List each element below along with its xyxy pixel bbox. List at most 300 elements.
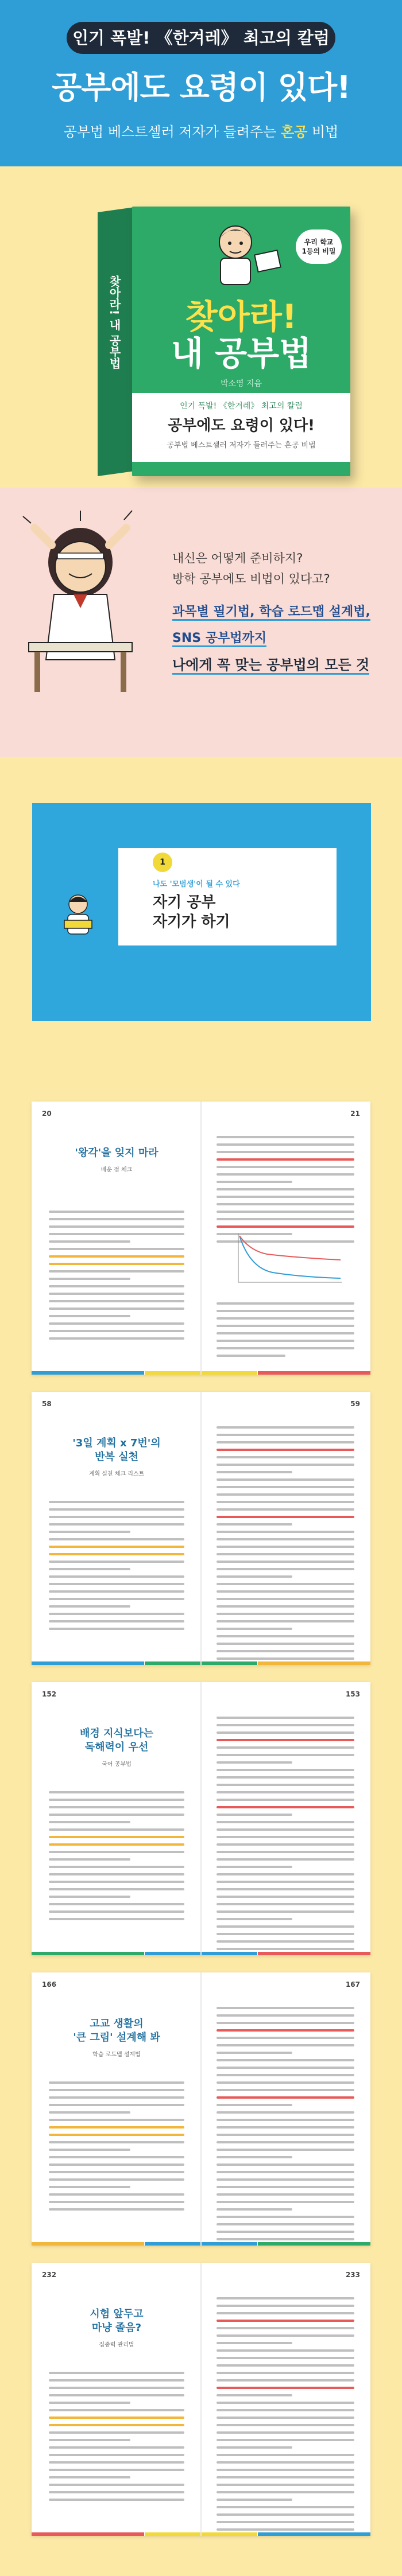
text-line: [49, 2499, 184, 2501]
text-line: [217, 1628, 292, 1630]
text-line: [49, 1211, 184, 1213]
book-title-line2: 내 공부법: [171, 334, 312, 373]
color-bar-segment: [32, 2242, 144, 2246]
text-line: [217, 2342, 292, 2344]
text-line: [49, 1546, 184, 1548]
spread-color-bar: [32, 1371, 370, 1375]
text-line: [49, 1851, 184, 1853]
spread-heading-line2: 반복 실천: [95, 1451, 138, 1463]
spread-color-bar: [32, 2532, 370, 2536]
text-line: [217, 1761, 292, 1764]
text-line: [217, 1806, 354, 1808]
text-line: [49, 1516, 184, 1518]
text-line: [217, 1613, 354, 1615]
text-line: [217, 1896, 354, 1898]
text-line: [49, 1233, 184, 1235]
text-line: [217, 1933, 354, 1935]
bubble-line2: 1등의 비밀: [302, 247, 336, 255]
right-page-number: 59: [350, 1400, 360, 1408]
text-line: [217, 1546, 354, 1548]
spread-heading-line2: '큰 그림' 설계해 봐: [73, 2032, 160, 2044]
text-line: [49, 1814, 184, 1816]
text-line: [217, 2052, 292, 2054]
spread-heading-line1: '왕각'을 잊지 마라: [75, 1147, 159, 1159]
text-line: [49, 1620, 184, 1622]
text-line: [217, 2409, 354, 2411]
text-line: [217, 2163, 354, 2166]
text-line: [217, 1851, 354, 1853]
text-line: [217, 2171, 354, 2173]
right-page-number: 153: [345, 1690, 360, 1698]
text-line: [49, 2134, 184, 2136]
text-line: [217, 1188, 354, 1190]
left-page-number: 20: [42, 1110, 52, 1118]
right-page-text: [217, 1426, 354, 1665]
text-line: [49, 1806, 184, 1808]
text-line: [217, 2417, 354, 2419]
text-line: [49, 1263, 184, 1265]
hero-section: [0, 0, 402, 757]
color-bar-segment: [145, 1661, 257, 1665]
text-line: [49, 1218, 184, 1220]
text-line: [217, 2305, 354, 2307]
text-line: [49, 1821, 130, 1823]
text-line: [49, 2193, 184, 2196]
text-line: [49, 1613, 184, 1615]
text-line: [217, 2476, 354, 2478]
text-line: [217, 1317, 354, 1320]
text-line: [217, 2014, 354, 2017]
text-line: [217, 2059, 354, 2061]
text-line: [49, 2394, 184, 2396]
text-line: [217, 1583, 354, 1585]
book-cover-image: [98, 207, 350, 476]
text-line: [49, 1843, 184, 1846]
text-line: [49, 2156, 184, 2158]
text-line: [217, 2461, 354, 2464]
text-line: [217, 1561, 354, 1563]
text-line: [217, 2349, 354, 2352]
spread-heading-line1: 고교 생활의: [90, 2018, 144, 2030]
text-line: [49, 2163, 184, 2166]
text-line: [49, 2081, 184, 2084]
text-line: [217, 2528, 354, 2531]
text-line: [217, 1784, 354, 1786]
text-line: [217, 2431, 354, 2434]
text-line: [217, 1166, 354, 1168]
spread-heading: [42, 1727, 191, 1754]
right-page-text-lower: [217, 1302, 354, 1362]
hero-questions: [172, 548, 330, 589]
spread-heading-line1: 배경 지식보다는: [80, 1727, 153, 1740]
text-line: [217, 2491, 354, 2493]
text-line: [49, 1881, 184, 1883]
text-line: [217, 2297, 354, 2299]
text-line: [49, 2141, 184, 2143]
text-line: [217, 1441, 354, 1443]
left-page-text: [49, 1501, 184, 1635]
text-line: [217, 2186, 354, 2188]
text-line: [217, 2022, 354, 2024]
chapter-title-line1: 자기 공부: [153, 894, 216, 911]
book-belly-band: [132, 393, 350, 462]
text-line: [217, 1605, 354, 1608]
text-line: [217, 1948, 354, 1950]
text-line: [217, 2238, 354, 2240]
text-line: [217, 1173, 354, 1176]
spread-heading-line1: '3일 계획 x 7번'의: [72, 1437, 161, 1449]
text-line: [217, 1791, 354, 1793]
cover-speech-bubble: [296, 229, 342, 264]
text-line: [217, 1218, 354, 1220]
left-page-text: [49, 1211, 184, 1345]
text-line: [217, 2096, 354, 2099]
text-line: [49, 2409, 184, 2411]
text-line: [49, 1240, 130, 1243]
spread-subheading: 국어 공부법: [102, 1761, 132, 1768]
left-page-number: 58: [42, 1400, 52, 1408]
text-line: [217, 2394, 292, 2396]
color-bar-segment: [258, 1952, 370, 1955]
band-subtitle: 공부법 베스트셀러 저자가 들려주는 혼공 비법: [167, 441, 316, 450]
text-line: [49, 1308, 184, 1310]
text-line: [49, 1531, 130, 1533]
text-line: [217, 1553, 354, 1555]
text-line: [49, 2208, 184, 2211]
text-line: [49, 1568, 130, 1570]
text-line: [217, 2201, 354, 2203]
text-line: [217, 1828, 354, 1831]
text-line: [217, 1724, 354, 1726]
text-line: [217, 1516, 354, 1518]
text-line: [217, 2334, 354, 2337]
left-page-number: 152: [42, 1690, 57, 1698]
reading-student-icon: [55, 889, 101, 941]
text-line: [49, 2402, 130, 2404]
text-line: [217, 2044, 354, 2046]
text-line: [49, 2476, 130, 2478]
text-line: [217, 1136, 354, 1138]
book-spine-title: 찾아라! 내 공부법: [107, 275, 121, 369]
text-line: [49, 1590, 184, 1593]
spread-subheading: 학습 로드맵 설계법: [92, 2052, 141, 2058]
band-tagline: 인기 폭발! 《한겨레》 최고의 칼럼: [180, 402, 303, 411]
right-page-text: [217, 2297, 354, 2536]
hero-feature-lines: [172, 602, 370, 682]
sample-page-spreads: [0, 1079, 402, 2576]
text-line: [217, 2327, 354, 2329]
spread-heading: [42, 2017, 191, 2045]
text-line: [49, 2178, 184, 2181]
left-page-number: 166: [42, 1980, 57, 1989]
text-line: [49, 1248, 184, 1250]
text-line: [217, 2193, 354, 2196]
text-line: [49, 2491, 184, 2493]
text-line: [217, 1590, 354, 1593]
color-bar-segment: [145, 2532, 257, 2536]
text-line: [217, 2424, 354, 2426]
right-page-number: 233: [345, 2271, 360, 2279]
text-line: [217, 1568, 354, 1570]
text-line: [217, 2081, 354, 2084]
text-line: [49, 1598, 184, 1600]
text-line: [217, 2499, 292, 2501]
bubble-line1: 우리 학교: [304, 238, 334, 246]
text-line: [49, 2454, 184, 2456]
spread-subheading: 배운 점 체크: [100, 1167, 133, 1173]
text-line: [217, 2178, 354, 2181]
spread-heading-line1: 시험 앞두고: [90, 2308, 144, 2320]
text-line: [49, 2104, 184, 2106]
book-spread: [32, 1392, 370, 1665]
text-line: [217, 2089, 354, 2091]
text-line: [49, 1315, 130, 1317]
spread-color-bar: [32, 1661, 370, 1665]
hero-feature-1: 과목별 필기법, 학습 로드맵 설계법,: [172, 602, 370, 622]
hero-subtitle-post: 비법: [307, 124, 339, 140]
color-bar-segment: [258, 1371, 370, 1375]
text-line: [217, 1635, 354, 1637]
text-line: [49, 1605, 130, 1608]
text-line: [49, 2387, 184, 2389]
text-line: [217, 1340, 354, 1342]
text-line: [217, 1598, 354, 1600]
text-line: [217, 1836, 354, 1838]
text-line: [49, 2372, 184, 2374]
text-line: [217, 1918, 292, 1920]
text-line: [217, 1903, 354, 1905]
text-line: [217, 1523, 292, 1526]
text-line: [49, 1799, 184, 1801]
color-bar-segment: [258, 2242, 370, 2246]
hero-title: 공부에도 요령이 있다!: [52, 69, 350, 106]
text-line: [49, 2469, 184, 2471]
text-line: [217, 1456, 354, 1458]
chapter-number: 1: [153, 853, 172, 872]
text-line: [49, 1293, 184, 1295]
text-line: [217, 1858, 354, 1861]
text-line: [217, 1940, 354, 1943]
text-line: [217, 2216, 354, 2218]
band-title: 공부에도 요령이 있다!: [167, 417, 315, 434]
text-line: [217, 2454, 354, 2456]
text-line: [49, 1523, 184, 1526]
text-line: [49, 1501, 184, 1503]
text-line: [217, 2074, 354, 2076]
text-line: [217, 1731, 354, 1734]
text-line: [49, 1337, 184, 1340]
text-line: [217, 1203, 354, 1205]
text-line: [217, 1843, 354, 1846]
chapter-kicker: 나도 '모범생'이 될 수 있다: [153, 880, 240, 889]
right-page-number: 21: [350, 1110, 360, 1118]
text-line: [49, 2201, 184, 2203]
book-spread: [32, 1682, 370, 1955]
text-line: [217, 2402, 354, 2404]
hero-subtitle-pre: 공부법 베스트셀러 저자가 들려주는: [63, 124, 281, 140]
text-line: [49, 1583, 184, 1585]
text-line: [217, 1776, 354, 1779]
text-line: [217, 1325, 354, 1327]
right-page-number: 167: [345, 1980, 360, 1989]
text-line: [217, 1478, 354, 1481]
figure-curve-review: [239, 1236, 341, 1260]
hero-question-1: 내신은 어떻게 준비하지?: [172, 551, 303, 565]
text-line: [217, 2104, 292, 2106]
hero-subtitle: [0, 120, 402, 141]
text-line: [217, 1211, 354, 1213]
text-line: [49, 2439, 130, 2441]
text-line: [49, 1628, 184, 1630]
left-page-text: [49, 2081, 184, 2216]
text-line: [49, 2126, 184, 2128]
chapter-title-card: [118, 848, 337, 945]
text-line: [49, 2186, 130, 2188]
hero-question-2: 방학 공부에도 비법이 있다고?: [172, 572, 330, 586]
color-bar-segment: [145, 2242, 257, 2246]
text-line: [217, 1355, 285, 1357]
text-line: [49, 2171, 184, 2173]
text-line: [217, 1650, 354, 1652]
student-cartoon-icon: [201, 218, 287, 287]
chapter-title-line2: 자기가 하기: [153, 913, 230, 931]
text-line: [49, 1322, 184, 1325]
text-line: [49, 2461, 184, 2464]
color-bar-segment: [145, 1371, 257, 1375]
text-line: [49, 1828, 184, 1831]
text-line: [217, 2134, 354, 2136]
hero-tagline: 인기 폭발! 《한겨레》 최고의 칼럼: [67, 22, 335, 54]
text-line: [217, 2312, 354, 2314]
text-line: [217, 1873, 354, 1875]
color-bar-segment: [258, 1661, 370, 1665]
left-page-text: [49, 2372, 184, 2506]
text-line: [217, 1151, 354, 1153]
text-line: [49, 1888, 184, 1890]
text-line: [217, 2231, 354, 2233]
text-line: [49, 1561, 184, 1563]
text-line: [49, 2119, 184, 2121]
text-line: [49, 2149, 130, 2151]
text-line: [217, 1332, 354, 1334]
text-line: [217, 1196, 354, 1198]
text-line: [217, 2439, 354, 2441]
text-line: [49, 1836, 184, 1838]
text-line: [49, 1508, 184, 1511]
text-line: [217, 2521, 354, 2523]
text-line: [217, 1181, 292, 1183]
text-line: [217, 2111, 354, 2114]
spread-heading: [42, 1437, 191, 1464]
spread-heading: [42, 1146, 191, 1160]
text-line: [49, 1285, 184, 1287]
text-line: [49, 2484, 184, 2486]
text-line: [217, 1821, 354, 1823]
color-bar-segment: [32, 2532, 144, 2536]
text-line: [49, 1300, 184, 1302]
text-line: [49, 1791, 184, 1793]
text-line: [49, 2424, 184, 2426]
text-line: [217, 1531, 354, 1533]
text-line: [217, 1910, 354, 1913]
text-line: [217, 2156, 292, 2158]
spread-heading-line2: 마냥 졸음?: [91, 2322, 142, 2334]
text-line: [217, 1493, 354, 1496]
text-line: [217, 1426, 354, 1429]
text-line: [49, 1330, 184, 1332]
text-line: [49, 2446, 184, 2449]
text-line: [217, 1508, 354, 1511]
book-spread: [32, 2263, 370, 2536]
text-line: [49, 1918, 184, 1920]
text-line: [217, 1881, 354, 1883]
book-title-line1: 찾아라!: [185, 297, 297, 336]
hero-feature-2: SNS 공부법까지: [172, 629, 370, 648]
text-line: [217, 2037, 354, 2039]
text-line: [217, 1143, 354, 1146]
text-line: [49, 1538, 184, 1540]
text-line: [49, 1255, 184, 1258]
text-line: [49, 2111, 130, 2114]
spread-color-bar: [32, 1952, 370, 1955]
text-line: [217, 1434, 354, 1436]
chapter-title: [153, 893, 230, 932]
text-line: [49, 2431, 184, 2434]
text-line: [217, 2007, 354, 2009]
text-line: [217, 2223, 354, 2225]
text-line: [217, 2484, 354, 2486]
text-line: [49, 1910, 184, 1913]
text-line: [49, 2379, 184, 2382]
text-line: [217, 1888, 354, 1890]
text-line: [217, 1754, 354, 1756]
text-line: [217, 1310, 354, 1312]
text-line: [217, 2029, 354, 2032]
text-line: [217, 1769, 354, 1771]
text-line: [49, 1553, 184, 1555]
text-line: [217, 1302, 354, 1305]
spread-heading-line2: 독해력이 우선: [84, 1741, 149, 1753]
book-author: 박소영 지음: [220, 379, 262, 388]
spread-color-bar: [32, 2242, 370, 2246]
text-line: [217, 1814, 292, 1816]
chapter-page: [32, 803, 371, 1021]
right-page-text: [217, 2007, 354, 2246]
text-line: [217, 2513, 354, 2516]
text-line: [217, 1486, 354, 1488]
text-line: [217, 1717, 354, 1719]
text-line: [49, 1866, 184, 1868]
forgetting-curve-figure: [227, 1228, 347, 1291]
text-line: [49, 1278, 130, 1280]
text-line: [49, 2089, 184, 2091]
text-line: [217, 1643, 354, 1645]
text-line: [49, 2096, 184, 2099]
text-line: [217, 2067, 354, 2069]
text-line: [217, 2357, 354, 2359]
text-line: [217, 1746, 354, 1749]
text-line: [217, 2320, 354, 2322]
hero-feature-3: 나에게 꼭 맞는 공부법의 모든 것: [172, 655, 370, 675]
text-line: [49, 1858, 130, 1861]
left-page-number: 232: [42, 2271, 57, 2279]
spread-heading: [42, 2307, 191, 2335]
text-line: [217, 2141, 354, 2143]
spread-subheading: 집중력 관리법: [99, 2342, 134, 2348]
text-line: [217, 2208, 292, 2211]
text-line: [49, 1270, 184, 1273]
color-bar-segment: [258, 2532, 370, 2536]
